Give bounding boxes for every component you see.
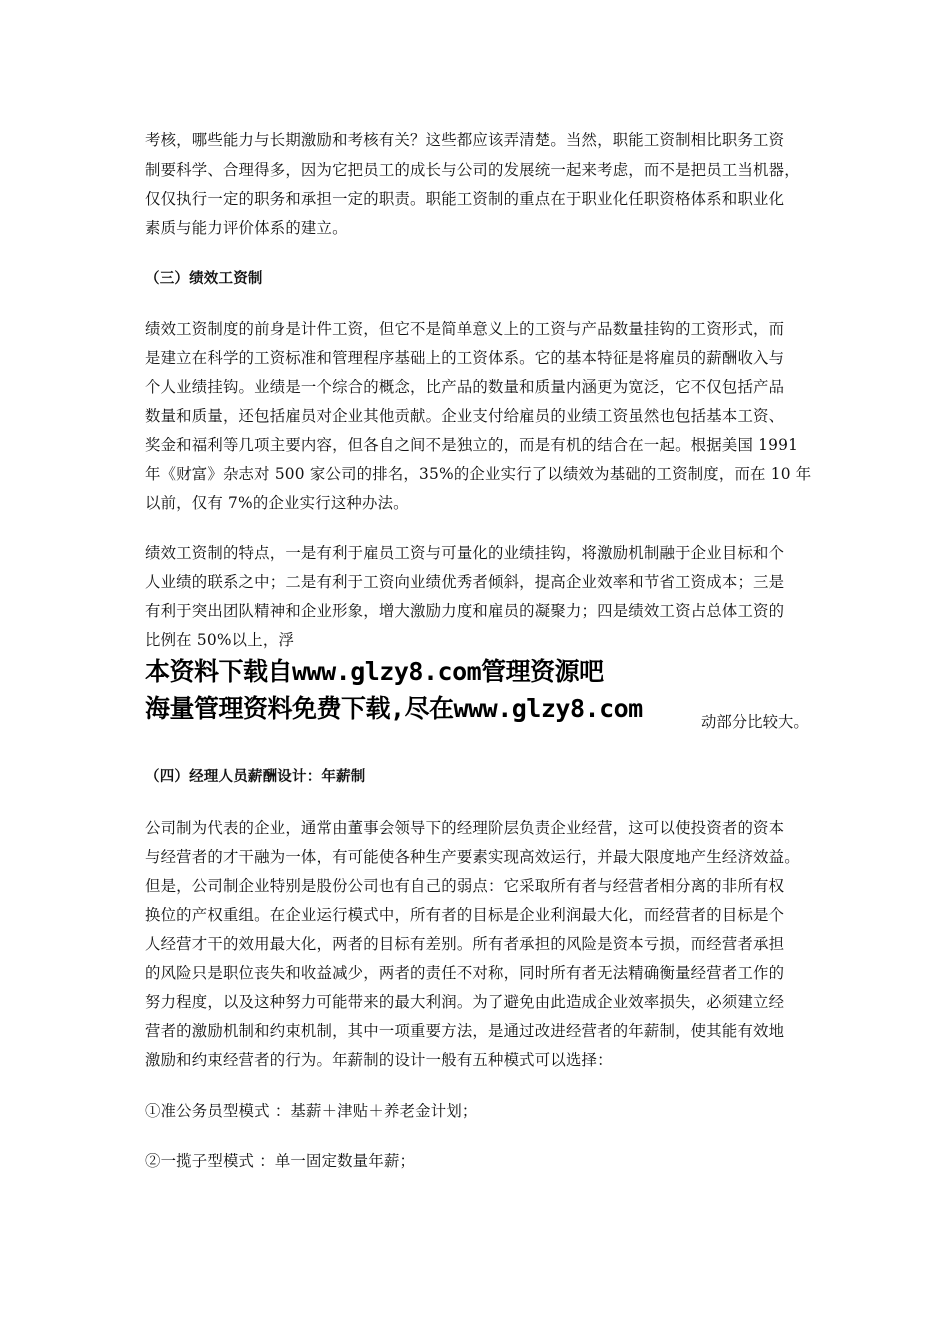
section-heading: （四）经理人员薪酬设计：年薪制	[145, 769, 366, 785]
watermark-line: 海量管理资料免费下载,尽在www.glzy8.com	[145, 694, 643, 723]
paragraph-line: 绩效工资制的特点，一是有利于雇员工资与可量化的业绩挂钩，将激励机制融于企业目标和个	[145, 544, 785, 562]
paragraph-line: 激励和约束经营者的行为。年薪制的设计一般有五种模式可以选择：	[145, 1051, 613, 1069]
paragraph-line: 是建立在科学的工资标准和管理程序基础上的工资体系。它的基本特征是将雇员的薪酬收入与	[145, 349, 785, 367]
list-item: ②一揽子型模式 ：单一固定数量年薪；	[145, 1152, 416, 1170]
paragraph-line: 以前，仅有 7%的企业实行这种办法。	[145, 494, 409, 512]
paragraph-line: 仅仅执行一定的职务和承担一定的职责。职能工资制的重点在于职业化任职资格体系和职业化	[145, 190, 785, 208]
paragraph-tail: 动部分比较大。	[701, 713, 809, 731]
paragraph-line: 个人业绩挂钩。业绩是一个综合的概念，比产品的数量和质量内涵更为宽泛，它不仅包括产品	[145, 378, 785, 396]
paragraph-line: 努力程度，以及这种努力可能带来的最大利润。为了避免由此造成企业效率损失，必须建立经	[145, 993, 785, 1011]
paragraph-line: 换位的产权重组。在企业运行模式中，所有者的目标是企业利润最大化，而经营者的目标是个	[145, 906, 785, 924]
paragraph-line: 与经营者的才干融为一体，有可能使各种生产要素实现高效运行，并最大限度地产生经济效益。	[145, 848, 800, 866]
watermark-line: 本资料下载自www.glzy8.com管理资源吧	[145, 657, 604, 686]
paragraph-line: 年《财富》杂志对 500 家公司的排名，35%的企业实行了以绩效为基础的工资制度，而在 10 年	[145, 465, 812, 483]
paragraph-line: 有利于突出团队精神和企业形象，增大激励力度和雇员的凝聚力；四是绩效工资占总体工资的	[145, 602, 785, 620]
paragraph-line: 素质与能力评价体系的建立。	[145, 219, 348, 237]
paragraph-line: 营者的激励机制和约束机制，其中一项重要方法，是通过改进经营者的年薪制，使其能有效地	[145, 1022, 785, 1040]
list-item: ①准公务员型模式 ：基薪＋津贴＋养老金计划；	[145, 1102, 478, 1120]
paragraph-line: 人经营才干的效用最大化，两者的目标有差别。所有者承担的风险是资本亏损，而经营者承担	[145, 935, 785, 953]
paragraph-line: 考核，哪些能力与长期激励和考核有关？这些都应该弄清楚。当然，职能工资制相比职务工资	[145, 131, 785, 149]
paragraph-line: 制要科学、合理得多，因为它把员工的成长与公司的发展统一起来考虑，而不是把员工当机器，	[145, 161, 800, 179]
paragraph-line: 奖金和福利等几项主要内容，但各自之间不是独立的，而是有机的结合在一起。根据美国 1991	[145, 436, 799, 454]
paragraph-line: 数量和质量，还包括雇员对企业其他贡献。企业支付给雇员的业绩工资虽然也包括基本工资、	[145, 407, 785, 425]
paragraph-line: 的风险只是职位丧失和收益减少，两者的责任不对称，同时所有者无法精确衡量经营者工作的	[145, 964, 785, 982]
section-heading: （三）绩效工资制	[145, 271, 263, 287]
paragraph-line: 但是，公司制企业特别是股份公司也有自己的弱点：它采取所有者与经营者相分离的非所有权	[145, 877, 785, 895]
paragraph-line: 比例在 50%以上，浮	[145, 631, 295, 649]
paragraph-line: 绩效工资制度的前身是计件工资，但它不是简单意义上的工资与产品数量挂钩的工资形式，而	[145, 320, 785, 338]
paragraph-line: 公司制为代表的企业，通常由董事会领导下的经理阶层负责企业经营，这可以使投资者的资本	[145, 819, 785, 837]
paragraph-line: 人业绩的联系之中；二是有利于工资向业绩优秀者倾斜，提高企业效率和节省工资成本；三是	[145, 573, 785, 591]
